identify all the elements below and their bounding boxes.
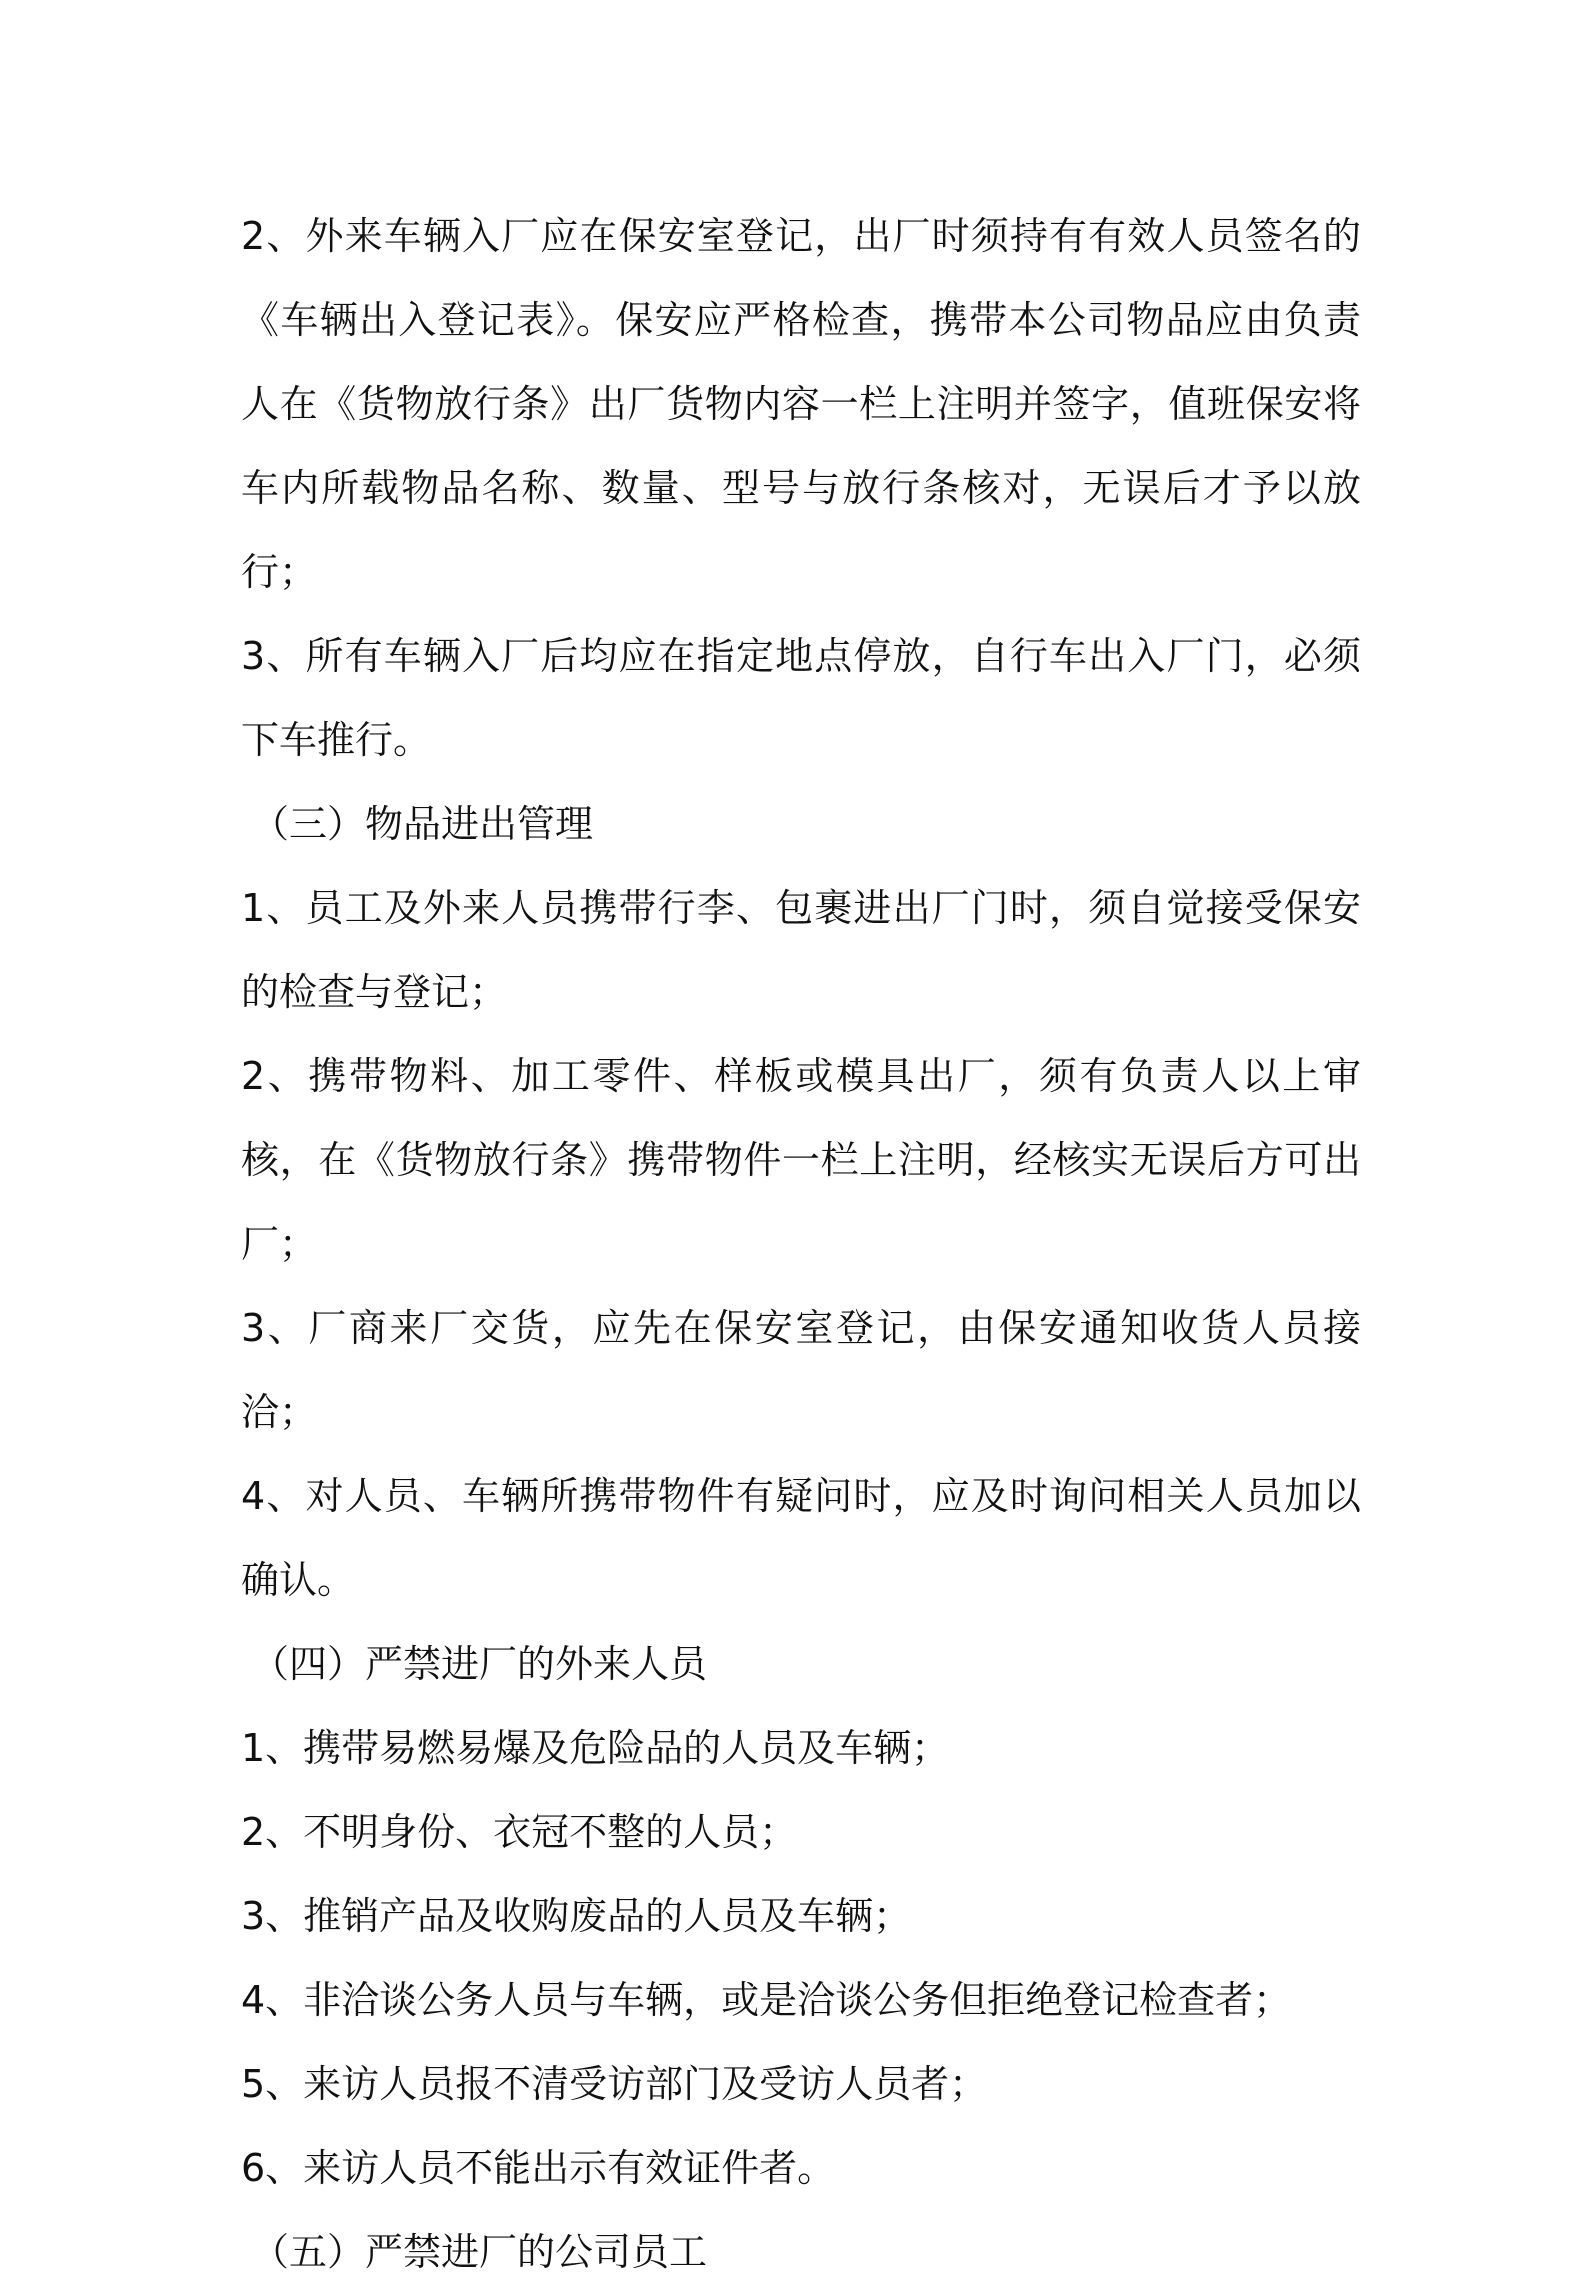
document-body	[241, 194, 1361, 2294]
list-item: 3、厂商来厂交货，应先在保安室登记，由保安通知收货人员接洽；	[241, 1306, 1361, 1434]
paragraph-vehicle-registration: 2、外来车辆入厂应在保安室登记，出厂时须持有有效人员签名的《车辆出入登记表》。保安应严格检查，携带本公司物品应由负责人在《货物放行条》出厂货物内容一栏上注明并签字，值班保安将车内所载物品名称、数量、型号与放行条核对，无误后才予以放行；	[241, 214, 1361, 594]
list-item: 2、不明身份、衣冠不整的人员；	[241, 1810, 798, 1854]
paragraph-vehicle-parking: 3、所有车辆入厂后均应在指定地点停放，自行车出入厂门，必须下车推行。	[241, 634, 1361, 762]
list-item: 1、员工及外来人员携带行李、包裹进出厂门时，须自觉接受保安的检查与登记；	[241, 886, 1361, 1014]
list-item: 4、对人员、车辆所携带物件有疑问时，应及时询问相关人员加以确认。	[241, 1474, 1361, 1602]
list-item: 1、携带易燃易爆及危险品的人员及车辆；	[241, 1726, 950, 1770]
list-item: 3、推销产品及收购废品的人员及车辆；	[241, 1894, 912, 1938]
list-item: 4、非洽谈公务人员与车辆，或是洽谈公务但拒绝登记检查者；	[241, 1978, 1292, 2022]
section-heading-banned-visitors: （四）严禁进厂的外来人员	[251, 1642, 708, 1686]
list-item: 2、携带物料、加工零件、样板或模具出厂，须有负责人以上审核，在《货物放行条》携带物件一栏上注明，经核实无误后方可出厂；	[241, 1054, 1361, 1266]
list-item: 5、来访人员报不清受访部门及受访人员者；	[241, 2062, 988, 2106]
list-item: 6、来访人员不能出示有效证件者。	[241, 2146, 836, 2190]
section-heading-banned-employees: （五）严禁进厂的公司员工	[251, 2230, 708, 2274]
section-heading-goods: （三）物品进出管理	[251, 802, 594, 846]
